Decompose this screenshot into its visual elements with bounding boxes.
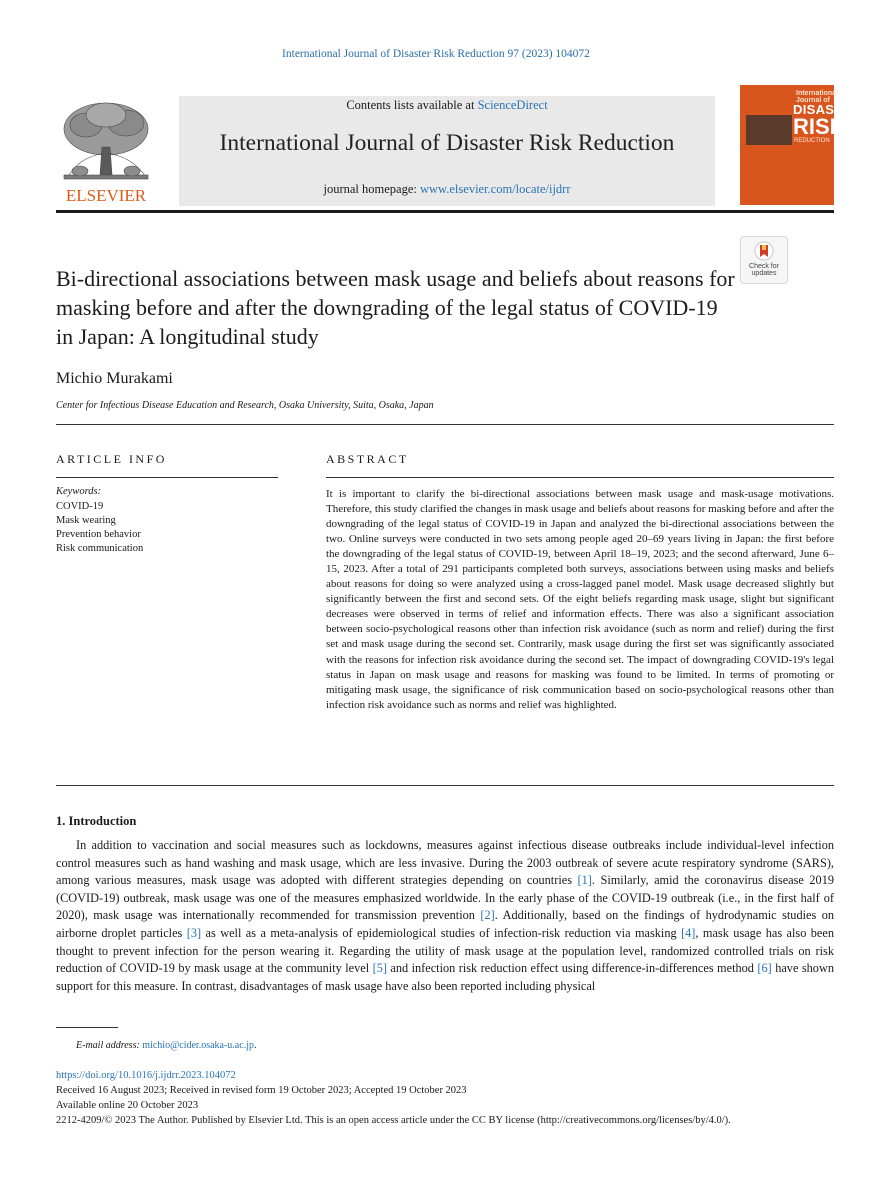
email-label: E-mail address:: [76, 1040, 140, 1051]
citation-link[interactable]: [5]: [372, 961, 387, 976]
citation-link[interactable]: [1]: [577, 873, 592, 888]
cover-title-risk: RISK: [793, 114, 846, 139]
citation-link[interactable]: [2]: [480, 908, 495, 923]
introduction-heading: 1. Introduction: [56, 814, 137, 828]
contents-prefix: Contents lists available at: [346, 98, 478, 112]
introduction-paragraph: [56, 837, 834, 995]
keywords-label: Keywords:: [56, 486, 102, 497]
journal-header-band: [179, 96, 715, 206]
abstract-text: It is important to clarify the bi-directional associations between mask usage and mask-usage motivations. Therefore, this study clarified the changes in mask usage and beliefs about reasons for masking before and after the downgrading of the legal status of COVID-19 in Japan and analyzed the bi-directional associations between the two. Online surveys were conducted in two sets among people aged 20–69 years living in Japan: the first before the downgrading of the legal status of COVID-19, between April 18–19, 2023; and the second afterward, June 6–15, 2023. After a total of 291 participants completed both surveys, associations between using masks and beliefs about reasons for doing so were analyzed using a cross-lagged panel model. Mask usage decreased slightly but significantly between the first and second sets. Of the eight beliefs regarding mask usage, slight but significant decreases were observed in terms of relief and information effects. There was also a significant association between socio-psychological reasons other than infection risk avoidance (such as norm and relief) during the first set and mask usage during the second set. Contrarily, mask usage during the first set was significantly associated with the reasons for infection risk avoidance during the second set. The impact of downgrading COVID-19's legal status in Japan on mask usage and reasons for masking was found to be limited. In terms of promoting or mitigating mask usage, the significance of risk communication based on socio-psychological reasons other than infection risk avoidance such as norms and relief was highlighted.: [326, 488, 834, 711]
journal-cover[interactable]: [740, 85, 862, 205]
article-info-heading: ARTICLE INFO: [56, 452, 167, 466]
email-footnote: [76, 1040, 256, 1051]
abstract-rule: [326, 477, 834, 478]
footnote-rule: [56, 1027, 118, 1028]
elsevier-tree-icon: [56, 97, 156, 205]
keyword-item: Mask wearing: [56, 515, 116, 526]
author-name[interactable]: Michio Murakami: [56, 370, 173, 387]
intro-text: as well as a meta-analysis of epidemiological studies of infection-risk reduction via masking: [201, 925, 682, 940]
intro-text: have shown support for this measure. In contrast, disadvantages of mask usage have also been reported including physical: [56, 961, 834, 993]
title-rule: [56, 424, 834, 425]
abstract-bottom-rule: [56, 785, 834, 786]
contents-line: [179, 98, 715, 113]
header-rule: [56, 210, 834, 213]
bookmark-icon: [754, 241, 774, 261]
intro-text: , mask usage has also been thought to prevent infection for the person wearing it. Regarding the utility of mask usage at the population level, randomized controlled trials on risk reduction of COVID-19 by mask usage at the community level: [56, 925, 834, 976]
citation-link[interactable]: [3]: [186, 925, 202, 940]
available-online: Available online 20 October 2023: [56, 1100, 199, 1111]
article-title: Bi-directional associations between mask usage and beliefs about reasons for masking before and after the downgrading of the legal status of COVID-19 in Japan: A longitudinal study: [56, 266, 735, 349]
cover-image: [746, 115, 792, 145]
keyword-item: COVID-19: [56, 501, 104, 512]
citation-link[interactable]: [4]: [681, 925, 696, 940]
sciencedirect-link[interactable]: ScienceDirect: [477, 98, 548, 112]
cover-title-reduction: REDUCTION: [794, 138, 830, 144]
received-dates: Received 16 August 2023; Received in revised form 19 October 2023; Accepted 19 October 2023: [56, 1085, 467, 1096]
intro-text: . Similarly, amid the coronavirus disease 2019 (COVID-19) outbreak, mask usage was one of the measures emphasized worldwide. In the early phase of the COVID-19 outbreak (i.e., in the first half of 2020), mask usage was internationally recommended for transmission prevention: [56, 873, 834, 923]
citation-link[interactable]: [6]: [757, 961, 772, 976]
elsevier-wordmark: ELSEVIER: [65, 186, 147, 205]
abstract-heading: ABSTRACT: [326, 452, 409, 466]
homepage-line: [179, 182, 715, 197]
homepage-link[interactable]: www.elsevier.com/locate/ijdrr: [419, 182, 571, 196]
elsevier-logo: [56, 97, 156, 205]
intro-text: and infection risk reduction effect using difference-in-differences method: [386, 961, 758, 976]
author-affiliation: Center for Infectious Disease Education and Research, Osaka University, Suita, Osaka, Japan: [56, 400, 434, 411]
keyword-item: Risk communication: [56, 543, 144, 554]
cover-title-disaster: DISASTER: [793, 102, 862, 117]
license-statement: 2212-4209/© 2023 The Author. Published by Elsevier Ltd. This is an open access article under the CC BY license (http://creativecommons.org/licenses/by/4.0/).: [56, 1115, 731, 1126]
cover-small-text: International Journal of: [796, 90, 839, 104]
check-for-updates-label: Check for updates: [749, 263, 779, 277]
check-for-updates-button[interactable]: [740, 236, 788, 284]
journal-name: International Journal of Disaster Risk Reduction: [219, 130, 675, 156]
article-info-rule: [56, 477, 278, 478]
email-link[interactable]: michio@cider.osaka-u.ac.jp: [142, 1040, 254, 1051]
homepage-prefix: journal homepage:: [323, 182, 420, 196]
running-head[interactable]: International Journal of Disaster Risk Reduction 97 (2023) 104072: [282, 48, 590, 60]
doi-link[interactable]: https://doi.org/10.1016/j.ijdrr.2023.104072: [56, 1070, 236, 1081]
intro-text: . Additionally, based on the findings of hydrodynamic studies on airborne droplet particles: [56, 908, 835, 940]
keyword-item: Prevention behavior: [56, 529, 141, 540]
intro-text: In addition to vaccination and social measures such as lockdowns, measures against infectious disease outbreaks include individual-level infection control measures such as hand washing and mask usage, which are less invasive. During the 2003 outbreak of severe acute respiratory syndrome (SARS), among various measures, mask usage was adopted with different strategies depending on countries: [56, 838, 834, 888]
email-suffix: .: [253, 1040, 257, 1051]
